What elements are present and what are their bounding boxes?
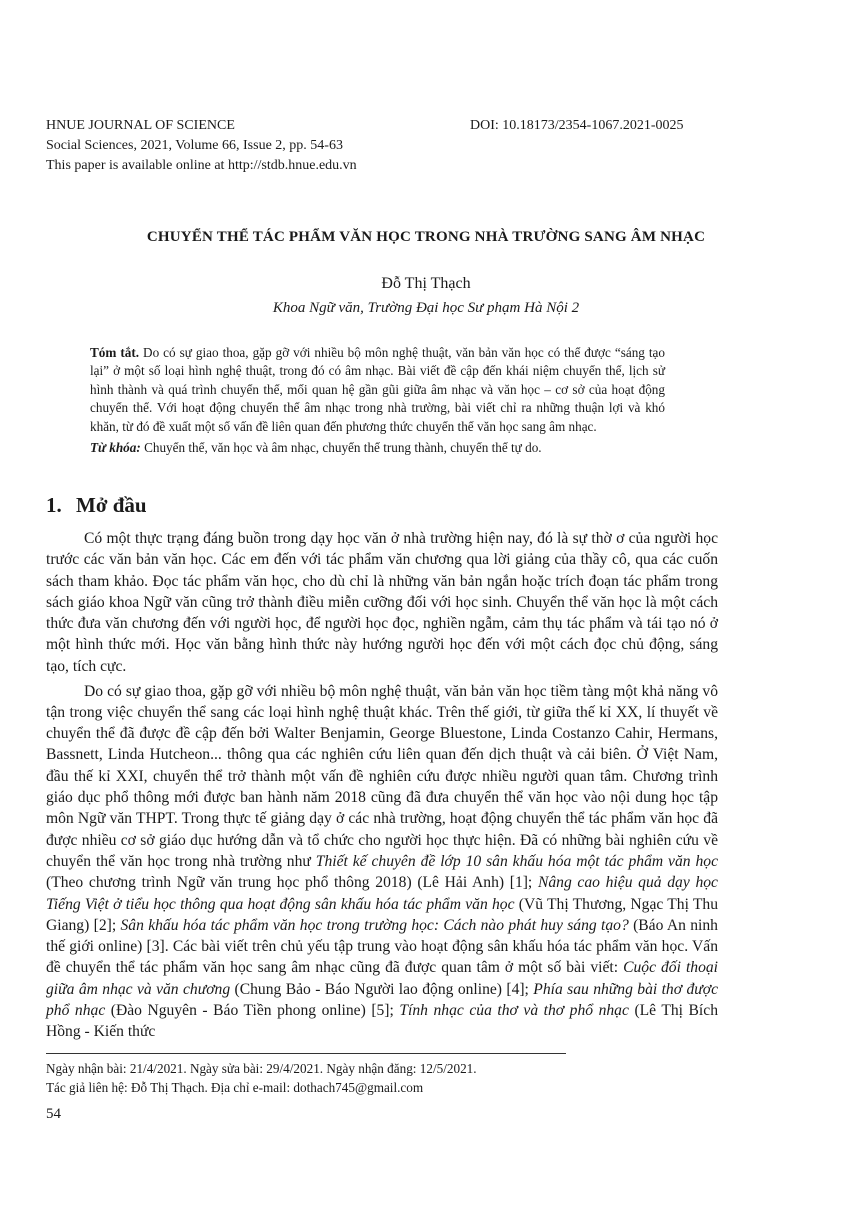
citation-1-title: Thiết kế chuyên đề lớp 10 sân khấu hóa một tác phẩm văn học	[315, 852, 719, 870]
p2-text-a: Do có sự giao thoa, gặp gỡ với nhiều bộ môn nghệ thuật, văn bản văn học tiềm tàng một khả năng vô tận trong việc chuyển thể sang các loại hình nghệ thuật khác. Trên thế giới, từ giữa thế kỉ XX, lí thuyết về chuyển thể đã được đề cập đến bởi Walter Benjamin, George Bluestone, Linda Costanzo Cahir, Hermans, Bassnett, Linda Hutcheon... thông qua các nghiên cứu liên quan đến dịch thuật và cải biên. Ở Việt Nam, đầu thế kỉ XXI, chuyển thể trở thành một vấn đề nghiên cứu được nhiều người quan tâm. Chương trình giáo dục phổ thông mới được ban hành năm 2018 cũng đã đưa chuyển thể văn học vào nội dung học tập môn Ngữ văn THPT. Trong thực tế giảng dạy ở các nhà trường, hoạt động chuyển thể tác phẩm văn học đã được nhiều cơ sở giáo dục hướng dẫn và tổ chức cho người học thực hiện. Đã có những bài nghiên cứu về chuyển thể văn học trong nhà trường như	[46, 682, 718, 870]
keywords-list: Chuyển thể, văn học và âm nhạc, chuyển thể trung thành, chuyển thể tự do.	[140, 440, 542, 456]
citation-6-title: Tính nhạc của thơ và thơ phổ nhạc	[399, 1002, 629, 1020]
footnote-divider	[46, 1053, 566, 1054]
p2-text-f: (Đào Nguyên - Báo Tiền phong online) [5];	[105, 1002, 400, 1020]
p2-text-e: (Chung Bảo - Báo Người lao động online) [4];	[230, 980, 534, 998]
abstract-body: Do có sự giao thoa, gặp gỡ với nhiều bộ môn nghệ thuật, văn bản văn học có thể được “sáng tạo lại” ở một số loại hình nghệ thuật, trong đó có âm nhạc. Bài viết đề cập đến khái niệm chuyển thể, lịch sử hình thành và quá trình chuyển thể, mối quan hệ gần gũi giữa âm nhạc và văn học – cơ sở của hoạt động chuyển thể. Với hoạt động chuyển thể âm nhạc trong nhà trường, bài viết chỉ ra những thuận lợi và khó khăn, từ đó đề xuất một số vấn đề liên quan đến phương thức chuyển thể văn học sang âm nhạc.	[90, 345, 665, 434]
body-text	[46, 528, 718, 1046]
section-number: 1.	[46, 493, 62, 517]
citation-5-title: Phía sau những bài thơ được phổ nhạc	[46, 980, 718, 1020]
page-number: 54	[46, 1106, 61, 1122]
abstract-text	[90, 344, 665, 436]
p2-text-g: (Lê Thị Bích Hồng - Kiến thức	[46, 1002, 718, 1041]
p2-text-d: (Báo An ninh thế giới online) [3]. Các bài viết trên chủ yếu tập trung vào hoạt động sân khấu hóa tác phẩm văn học. Vấn đề chuyển thể tác phẩm văn học sang âm nhạc cũng đã được quan tâm ở một số bài viết:	[46, 916, 718, 977]
doi: DOI: 10.18173/2354-1067.2021-0025	[470, 118, 684, 133]
keywords-label: Từ khóa:	[90, 440, 141, 456]
paragraph-2	[46, 681, 718, 1043]
footnote-contact: Tác giả liên hệ: Đỗ Thị Thạch. Địa chỉ e-mail: dothach745@gmail.com	[46, 1080, 424, 1095]
keywords	[90, 439, 665, 457]
p2-text-b: (Theo chương trình Ngữ văn trung học phổ thông 2018) (Lê Hải Anh) [1];	[46, 874, 538, 892]
abstract	[90, 344, 665, 457]
author-affiliation: Khoa Ngữ văn, Trường Đại học Sư phạm Hà Nội 2	[272, 300, 580, 316]
availability-note: This paper is available online at http://stdb.hnue.edu.vn	[46, 158, 357, 173]
citation-3-title: Sân khấu hóa tác phẩm văn học trong trường học: Cách nào phát huy sáng tạo?	[120, 916, 629, 934]
author-name: Đỗ Thị Thạch	[381, 275, 471, 292]
journal-name: HNUE JOURNAL OF SCIENCE	[46, 118, 235, 133]
paragraph-1: Có một thực trạng đáng buồn trong dạy học văn ở nhà trường hiện nay, đó là sự thờ ơ của người học trước các văn bản văn học. Các em đến với tác phẩm văn chương qua lời giảng của thầy cô, qua các cuốn sách tham khảo. Đọc tác phẩm văn học, cho dù chỉ là những văn bản ngắn hoặc trích đoạn tác phẩm trong sách giáo khoa Ngữ văn cũng trở thành điều miễn cưỡng đối với học sinh. Chuyển thể văn học là một cách thức đưa văn chương đến với người học, để người học đọc, nghiền ngẫm, cảm thụ tác phẩm và tái tạo nó ở một hình thức mới. Học văn bằng hình thức này hướng người học đến với một cách đọc chủ động, sáng tạo, tích cực.	[46, 530, 718, 675]
citation-4-title: Cuộc đối thoại giữa âm nhạc và văn chương	[46, 959, 718, 998]
volume-info: Social Sciences, 2021, Volume 66, Issue 2, pp. 54-63	[46, 138, 343, 153]
paper-title: CHUYỂN THỂ TÁC PHẨM VĂN HỌC TRONG NHÀ TRƯỜNG SANG ÂM NHẠC	[146, 229, 706, 245]
abstract-label: Tóm tắt.	[90, 345, 140, 360]
citation-2-title: Nâng cao hiệu quả dạy học Tiếng Việt ở tiểu học thông qua hoạt động sân khấu hóa tác phẩm văn học	[46, 874, 718, 913]
p2-text-c: (Vũ Thị Thương, Ngạc Thị Thu Giang) [2];	[46, 895, 719, 934]
footnote-dates: Ngày nhận bài: 21/4/2021. Ngày sửa bài: 29/4/2021. Ngày nhận đăng: 12/5/2021.	[46, 1061, 477, 1076]
section-heading	[46, 493, 147, 518]
section-title: Mở đầu	[76, 493, 147, 517]
